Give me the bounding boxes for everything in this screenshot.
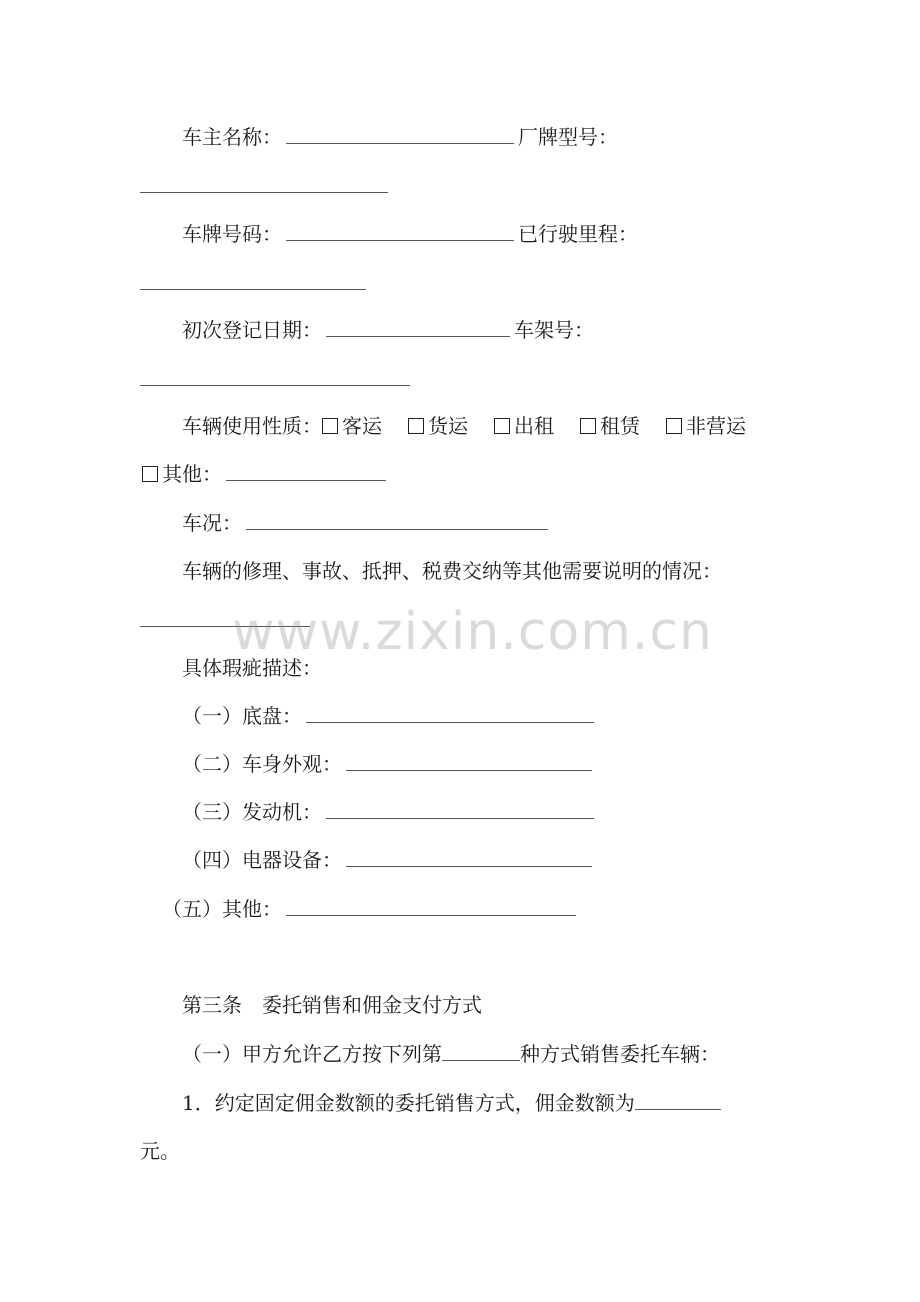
other-notes-row <box>182 558 722 584</box>
checkbox-icon[interactable] <box>142 466 158 482</box>
watermark: www.zixin.com.cn <box>232 602 713 662</box>
first-reg-label: 初次登记日期： <box>182 318 322 342</box>
defect-electrical-field[interactable] <box>346 848 592 867</box>
checkbox-icon[interactable] <box>494 418 510 434</box>
defect-other-row <box>162 896 580 922</box>
method-number-field[interactable] <box>442 1042 520 1061</box>
defect-engine-row <box>182 799 598 825</box>
defect-engine-label: （三）发动机： <box>182 800 322 824</box>
first-reg-field[interactable] <box>326 318 510 337</box>
usage-option-passenger[interactable]: 客运 <box>322 413 382 439</box>
article3-para1: （一）甲方允许乙方按下列第 种方式销售委托车辆： <box>182 1042 720 1066</box>
defect-chassis-row <box>182 703 598 729</box>
brand-model-label: 厂牌型号： <box>518 125 618 149</box>
defect-body-label: （二）车身外观： <box>182 752 342 776</box>
usage-label: 车辆使用性质： <box>182 414 322 438</box>
article3-para2-end: 元。 <box>140 1139 180 1163</box>
condition-field[interactable] <box>246 511 548 530</box>
brand-model-field[interactable] <box>140 192 388 193</box>
article3-heading: 第三条 委托销售和佣金支付方式 <box>182 993 482 1017</box>
article3-para2: 1．约定固定佣金数额的委托销售方式，佣金数额为 <box>182 1090 721 1116</box>
first-reg-row <box>182 317 594 343</box>
mileage-field[interactable] <box>140 289 366 290</box>
usage-other-field[interactable] <box>226 462 386 481</box>
defect-electrical-row <box>182 847 596 873</box>
condition-row <box>182 510 552 536</box>
plate-row <box>182 221 638 247</box>
checkbox-icon[interactable] <box>408 418 424 434</box>
frame-field[interactable] <box>140 385 410 386</box>
mileage-label: 已行驶里程： <box>518 222 638 246</box>
defect-electrical-label: （四）电器设备： <box>182 848 342 872</box>
defect-body-row <box>182 751 596 777</box>
frame-label: 车架号： <box>514 318 594 342</box>
defect-other-field[interactable] <box>286 897 576 916</box>
defect-engine-field[interactable] <box>326 800 594 819</box>
defect-other-label: （五）其他： <box>162 897 282 921</box>
defect-chassis-field[interactable] <box>306 704 594 723</box>
plate-field[interactable] <box>286 222 514 241</box>
checkbox-icon[interactable] <box>666 418 682 434</box>
usage-option-lease[interactable]: 租赁 <box>580 413 640 439</box>
usage-option-freight[interactable]: 货运 <box>408 413 468 439</box>
usage-row <box>182 413 746 439</box>
defects-heading: 具体瑕疵描述： <box>182 656 322 680</box>
commission-amount-field[interactable] <box>635 1091 721 1110</box>
checkbox-icon[interactable] <box>580 418 596 434</box>
plate-label: 车牌号码： <box>182 222 282 246</box>
other-notes-label: 车辆的修理、事故、抵押、税费交纳等其他需要说明的情况： <box>182 559 722 583</box>
checkbox-icon[interactable] <box>322 418 338 434</box>
usage-option-non-commercial[interactable]: 非营运 <box>666 413 746 439</box>
usage-option-taxi[interactable]: 出租 <box>494 413 554 439</box>
defect-body-field[interactable] <box>346 752 592 771</box>
owner-row <box>182 124 618 150</box>
condition-label: 车况： <box>182 511 242 535</box>
owner-field[interactable] <box>286 125 514 144</box>
usage-other-row <box>142 461 390 487</box>
usage-option-other[interactable]: 其他： <box>142 461 222 487</box>
owner-label: 车主名称： <box>182 125 282 149</box>
defect-chassis-label: （一）底盘： <box>182 704 302 728</box>
